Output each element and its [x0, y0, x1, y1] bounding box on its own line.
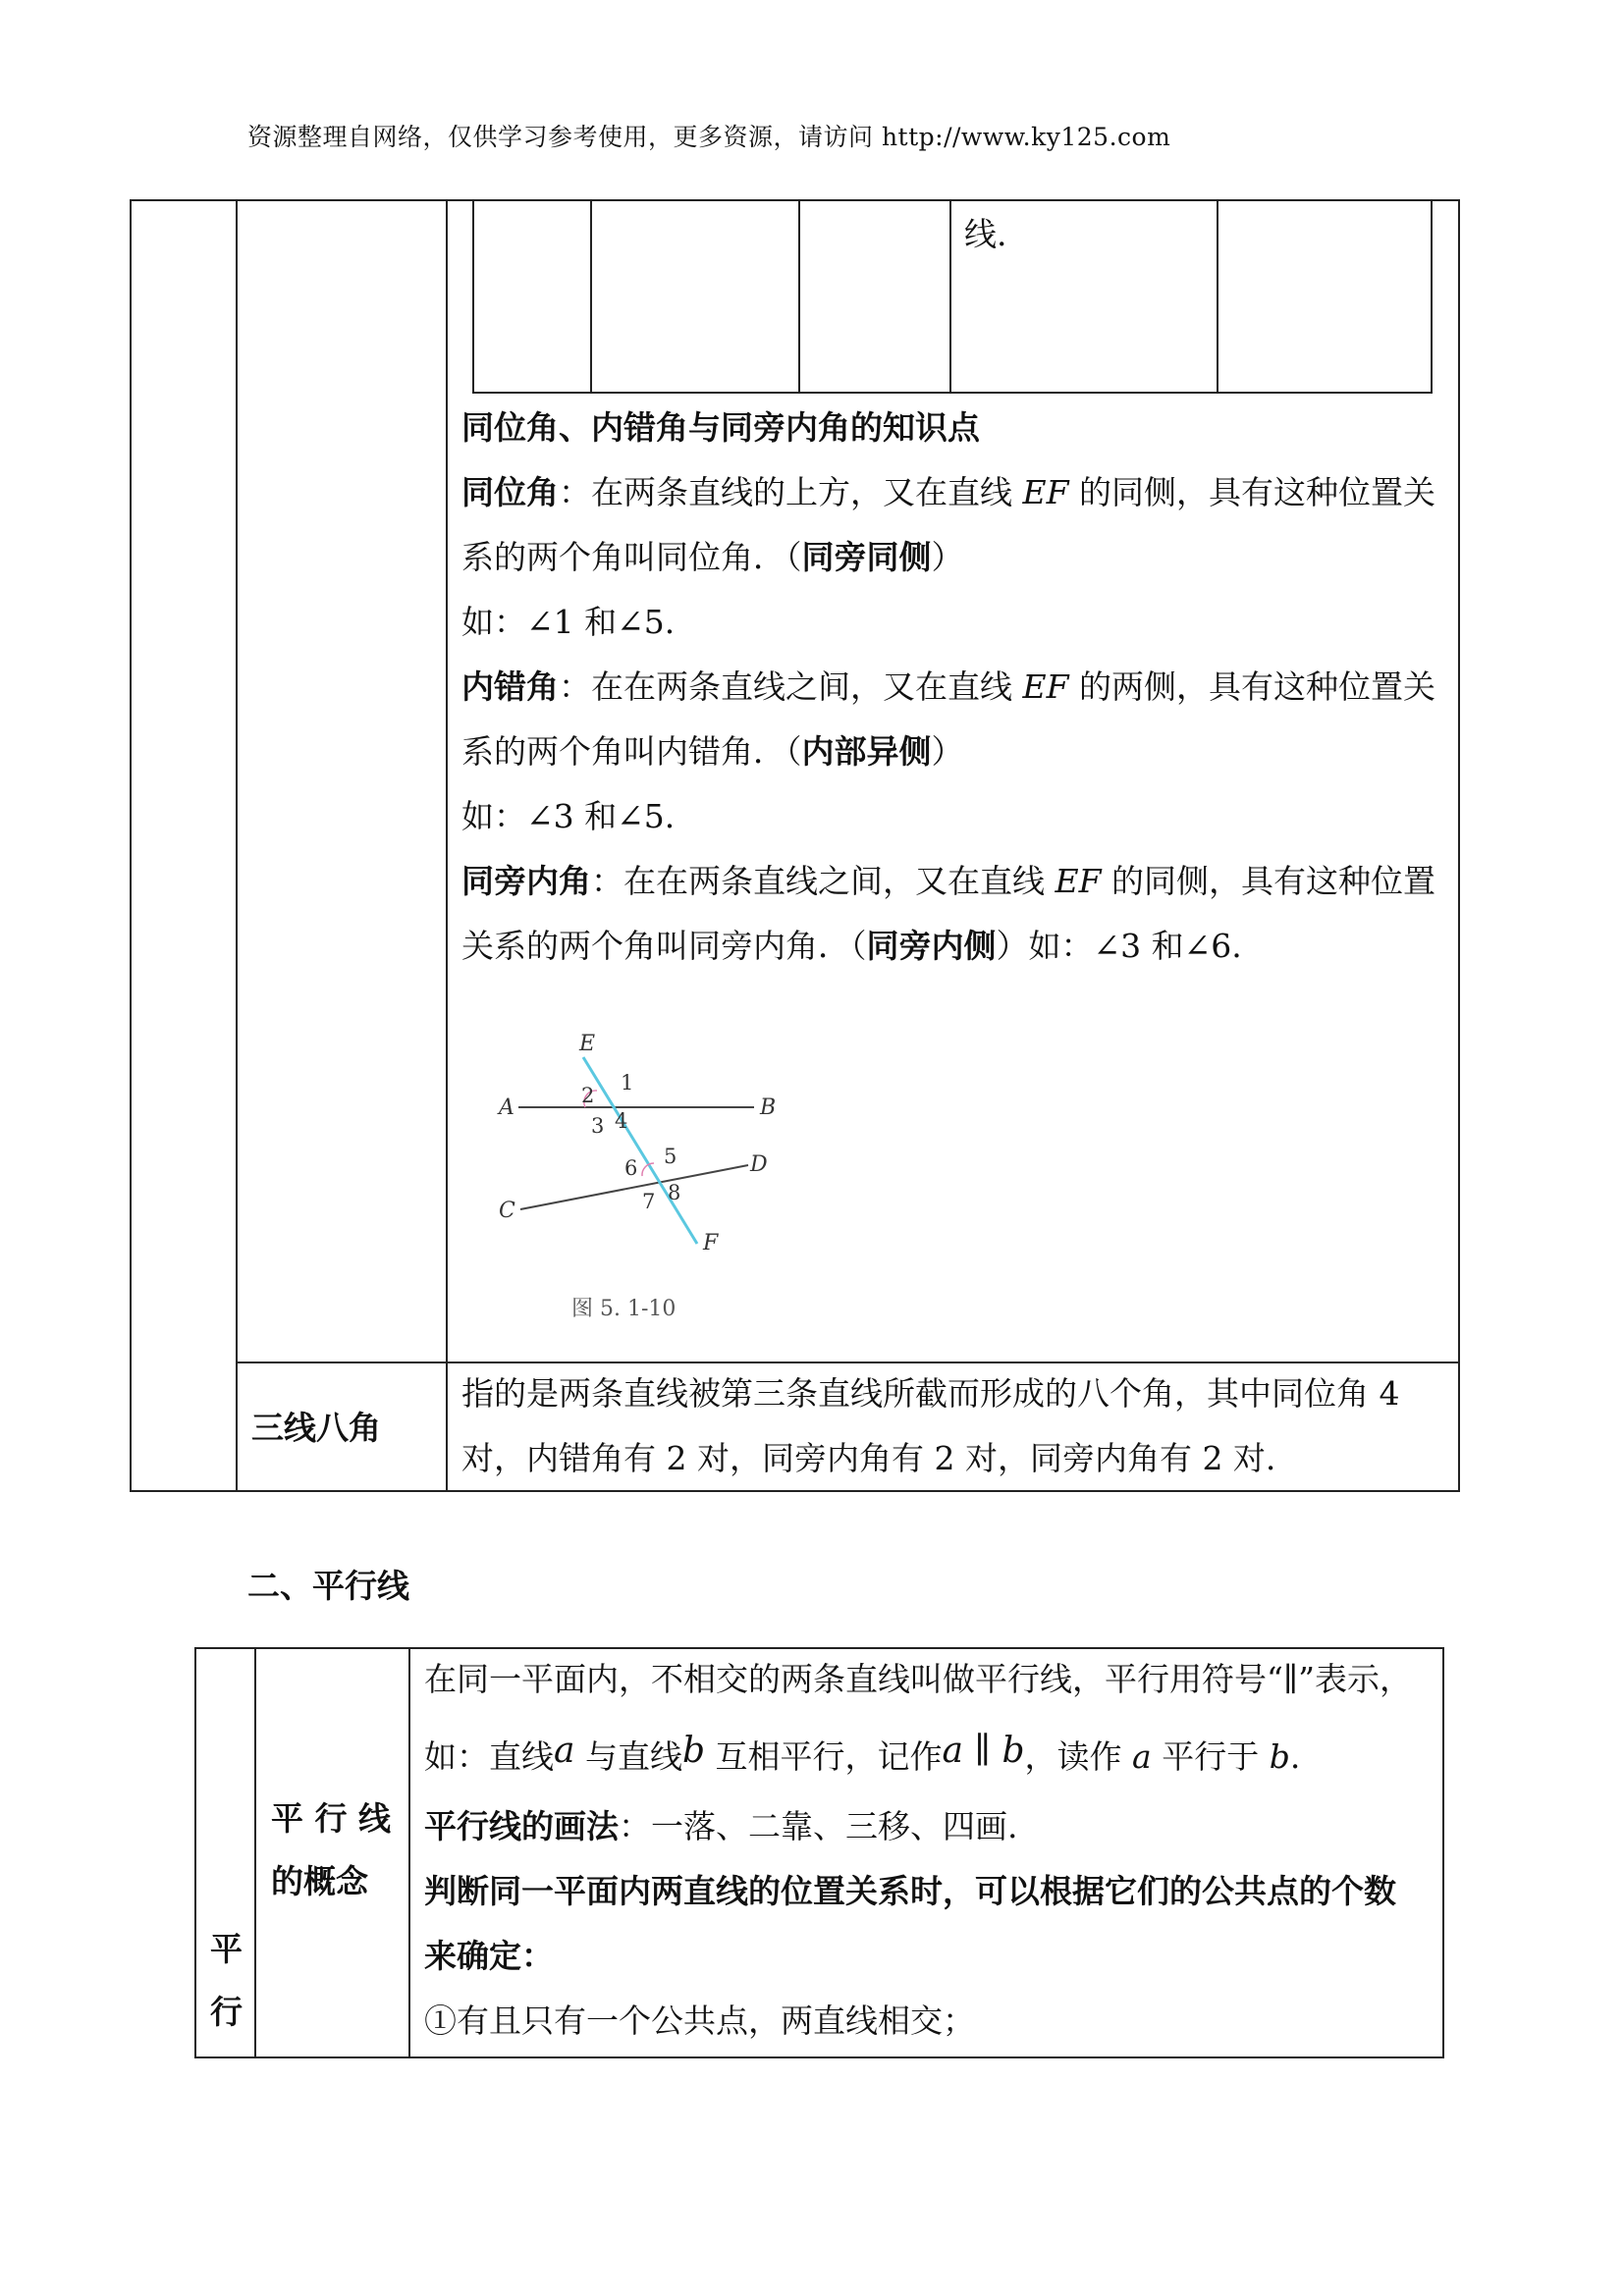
row2-text-line-1: 指的是两条直线被第三条直线所截而形成的八个角，其中同位角 4	[461, 1374, 1400, 1413]
table2-left-border	[194, 1647, 196, 2058]
alternate-angle-line-2: 系的两个角叫内错角．（内部异侧）	[461, 732, 964, 771]
table1-right-border	[1458, 199, 1460, 1492]
interior-angle-line-2: 关系的两个角叫同旁内角．（同旁内侧）如：∠3 和∠6.	[461, 927, 1242, 965]
definition-line-1: 在同一平面内，不相交的两条直线叫做平行线，平行用符号“∥”表示，	[424, 1660, 1412, 1698]
row2-text-line-2: 对，内错角有 2 对，同旁内角有 2 对，同旁内角有 2 对.	[461, 1439, 1276, 1477]
parallel-notation: a ∥ b	[942, 1731, 1025, 1771]
page-header: 资源整理自网络，仅供学习参考使用，更多资源，请访问 http://www.ky125.com	[247, 123, 1171, 151]
angle-6: 6	[624, 1156, 638, 1180]
corresponding-angle-line-1: 同位角：在两条直线的上方，又在直线 EF 的同侧，具有这种位置关	[461, 473, 1435, 511]
angle-4: 4	[615, 1109, 628, 1133]
point-d: D	[750, 1152, 768, 1177]
table1-col-divider-2	[446, 199, 448, 1492]
concept-label-line-1: 平 行 线	[271, 1799, 391, 1838]
example-2: 如：∠3 和∠5.	[461, 797, 676, 835]
angle-7: 7	[642, 1190, 656, 1213]
angle-8: 8	[668, 1181, 681, 1204]
table1-col-divider-1	[236, 199, 238, 1492]
case-1: ①有且只有一个公共点，两直线相交；	[424, 2002, 975, 2040]
point-e: E	[579, 1032, 596, 1056]
section-title: 同位角、内错角与同旁内角的知识点	[461, 408, 980, 447]
point-b: B	[760, 1095, 777, 1120]
nested-cell-text: 线.	[964, 215, 1007, 253]
alternate-angle-line-1: 内错角：在在两条直线之间，又在直线 EF 的两侧，具有这种位置关	[461, 667, 1435, 706]
table2-col-divider-2	[408, 1647, 410, 2058]
angle-1: 1	[621, 1071, 634, 1095]
row-label-three-lines-eight-angles: 三线八角	[251, 1409, 381, 1447]
table2-right-border	[1442, 1647, 1444, 2058]
table2-col-divider-1	[254, 1647, 256, 2058]
angle-3: 3	[591, 1114, 605, 1138]
col1-char-2: 行	[210, 1993, 243, 2031]
figure-caption: 图 5. 1-10	[571, 1297, 677, 1321]
point-c: C	[499, 1199, 515, 1223]
angle-2: 2	[581, 1084, 595, 1107]
corresponding-angle-line-2: 系的两个角叫同位角．（同旁同侧）	[461, 538, 964, 576]
section-2-title: 二、平行线	[247, 1567, 409, 1605]
example-1: 如：∠1 和∠5.	[461, 603, 676, 641]
term-corresponding-angle: 同位角	[461, 473, 559, 511]
point-a: A	[499, 1095, 514, 1120]
definition-line-2: 如：直线a 与直线b 互相平行，记作a ∥ b，读作 a 平行于 b.	[424, 1731, 1301, 1776]
transversal-figure	[481, 1016, 805, 1330]
term-interior-angle: 同旁内角	[461, 862, 591, 900]
judgement-line-1: 判断同一平面内两直线的位置关系时，可以根据它们的公共点的个数	[424, 1872, 1396, 1910]
concept-label-line-2: 的概念	[271, 1862, 368, 1900]
interior-angle-line-1: 同旁内角：在在两条直线之间，又在直线 EF 的同侧，具有这种位置	[461, 862, 1435, 900]
judgement-line-2: 来确定：	[424, 1937, 554, 1975]
table2-bottom-border	[194, 2056, 1444, 2058]
col1-char-1: 平	[210, 1930, 243, 1968]
drawing-method: 平行线的画法：一落、二靠、三移、四画.	[424, 1807, 1018, 1845]
angle-5: 5	[664, 1145, 677, 1168]
line-ef	[583, 1057, 697, 1244]
term-alternate-angle: 内错角	[461, 667, 559, 706]
point-f: F	[703, 1231, 719, 1255]
table1-left-border	[130, 199, 132, 1492]
